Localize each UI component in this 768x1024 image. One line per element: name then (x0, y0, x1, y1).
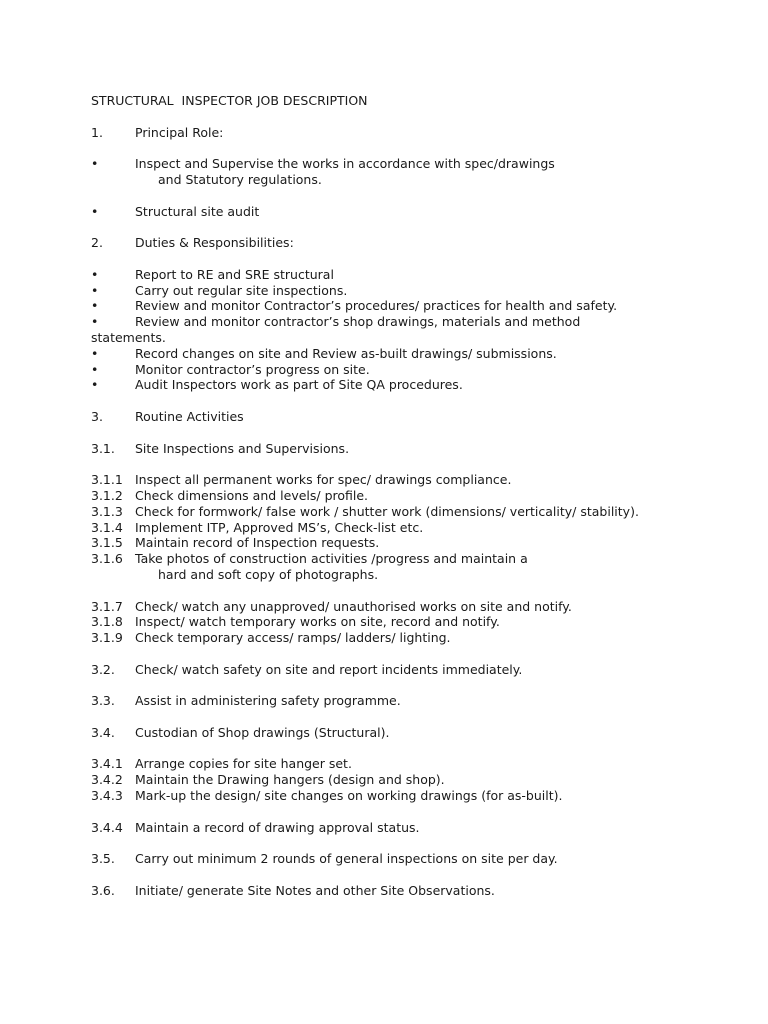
bullet-mark: • (91, 377, 99, 393)
bullet-item (91, 346, 751, 362)
list-item (91, 614, 751, 630)
bullet-mark: • (91, 282, 99, 298)
list-item (91, 820, 751, 836)
item-number: 3.1.2 (91, 487, 123, 503)
section-number: 3.3. (91, 693, 115, 709)
bullet-item (91, 314, 751, 330)
item-number: 3.1.4 (91, 519, 123, 535)
section-number: 3.5. (91, 851, 115, 867)
item-number: 3.4.1 (91, 756, 123, 772)
section-heading-text: Routine Activities (135, 408, 244, 424)
item-number: 3.1.9 (91, 630, 123, 646)
bullet-mark: • (91, 298, 99, 314)
section-number: 3.4. (91, 724, 115, 740)
item-text: Check dimensions and levels/ profile. (135, 487, 369, 503)
subsection-3-1 (91, 441, 751, 457)
bullet-item (91, 283, 751, 299)
bullet-text: Monitor contractor’s progress on site. (135, 361, 370, 377)
section-heading-3 (91, 409, 751, 425)
bullet-wrap: statements. (91, 329, 166, 345)
bullet-mark: • (91, 156, 99, 172)
section-heading-text: Duties & Responsibilities: (135, 235, 294, 251)
item-number: 3.1.8 (91, 614, 123, 630)
section-text: Check/ watch safety on site and report incidents immediately. (135, 661, 523, 677)
subsection-3-4 (91, 725, 751, 741)
section-heading-1 (91, 125, 751, 141)
bullet-text: Review and monitor Contractor’s procedures/ practices for health and safety. (135, 298, 618, 314)
item-number: 3.4.4 (91, 819, 123, 835)
item-continuation: hard and soft copy of photographs. (158, 566, 379, 582)
bullet-mark: • (91, 266, 99, 282)
section-text: Initiate/ generate Site Notes and other Site Observations. (135, 882, 495, 898)
item-number: 3.1.5 (91, 535, 123, 551)
item-text: Check temporary access/ ramps/ ladders/ lighting. (135, 630, 451, 646)
section-number: 1. (91, 124, 103, 140)
section-text: Custodian of Shop drawings (Structural). (135, 724, 390, 740)
subsection-3-2 (91, 662, 751, 678)
item-number: 3.1.6 (91, 551, 123, 567)
section-heading-text: Principal Role: (135, 124, 224, 140)
list-item (91, 520, 751, 536)
section-number: 3.1. (91, 440, 115, 456)
section-number: 3.2. (91, 661, 115, 677)
subsection-3-5 (91, 851, 751, 867)
bullet-mark: • (91, 361, 99, 377)
bullet-text: Review and monitor contractor’s shop drawings, materials and method (135, 314, 581, 330)
item-text: Implement ITP, Approved MS’s, Check-list etc. (135, 519, 424, 535)
document-page (91, 93, 751, 899)
bullet-item (91, 377, 751, 393)
bullet-text: Carry out regular site inspections. (135, 282, 348, 298)
item-number: 3.4.3 (91, 788, 123, 804)
document-title: STRUCTURAL INSPECTOR JOB DESCRIPTION (91, 93, 368, 108)
bullet-text: Record changes on site and Review as-built drawings/ submissions. (135, 345, 557, 361)
item-number: 3.1.3 (91, 503, 123, 519)
bullet-text: Inspect and Supervise the works in accordance with spec/drawings (135, 156, 555, 172)
subsection-3-6 (91, 883, 751, 899)
section-text: Site Inspections and Supervisions. (135, 440, 350, 456)
bullet-item (91, 204, 751, 220)
item-text: Maintain a record of drawing approval status. (135, 819, 420, 835)
bullet-mark: • (91, 345, 99, 361)
item-text: Check for formwork/ false work / shutter work (dimensions/ verticality/ stability). (135, 503, 639, 519)
subsection-3-3 (91, 693, 751, 709)
item-number: 3.4.2 (91, 772, 123, 788)
bullet-text: Audit Inspectors work as part of Site QA procedures. (135, 377, 463, 393)
section-text: Assist in administering safety programme. (135, 693, 401, 709)
bullet-text: Structural site audit (135, 203, 260, 219)
list-item (91, 772, 751, 788)
bullet-item (91, 298, 751, 314)
item-text: Check/ watch any unapproved/ unauthorised works on site and notify. (135, 598, 572, 614)
item-number: 3.1.1 (91, 472, 123, 488)
bullet-item (91, 267, 751, 283)
list-item (91, 630, 751, 646)
section-number: 3.6. (91, 882, 115, 898)
list-item (91, 599, 751, 615)
list-item (91, 535, 751, 551)
list-item (91, 472, 751, 488)
item-text: Maintain record of Inspection requests. (135, 535, 380, 551)
bullet-item (91, 362, 751, 378)
item-text: Inspect all permanent works for spec/ drawings compliance. (135, 472, 512, 488)
section-text: Carry out minimum 2 rounds of general inspections on site per day. (135, 851, 558, 867)
list-item (91, 488, 751, 504)
item-text: Maintain the Drawing hangers (design and shop). (135, 772, 445, 788)
list-item (91, 551, 751, 567)
bullet-item (91, 156, 751, 172)
bullet-continuation: and Statutory regulations. (158, 171, 322, 187)
item-text: Inspect/ watch temporary works on site, record and notify. (135, 614, 500, 630)
section-number: 3. (91, 408, 103, 424)
list-item (91, 788, 751, 804)
section-number: 2. (91, 235, 103, 251)
bullet-mark: • (91, 314, 99, 330)
section-heading-2 (91, 235, 751, 251)
item-text: Take photos of construction activities /progress and maintain a (135, 551, 528, 567)
item-number: 3.1.7 (91, 598, 123, 614)
list-item (91, 756, 751, 772)
list-item (91, 504, 751, 520)
item-text: Arrange copies for site hanger set. (135, 756, 352, 772)
bullet-text: Report to RE and SRE structural (135, 266, 334, 282)
bullet-mark: • (91, 203, 99, 219)
item-text: Mark-up the design/ site changes on working drawings (for as-built). (135, 788, 563, 804)
